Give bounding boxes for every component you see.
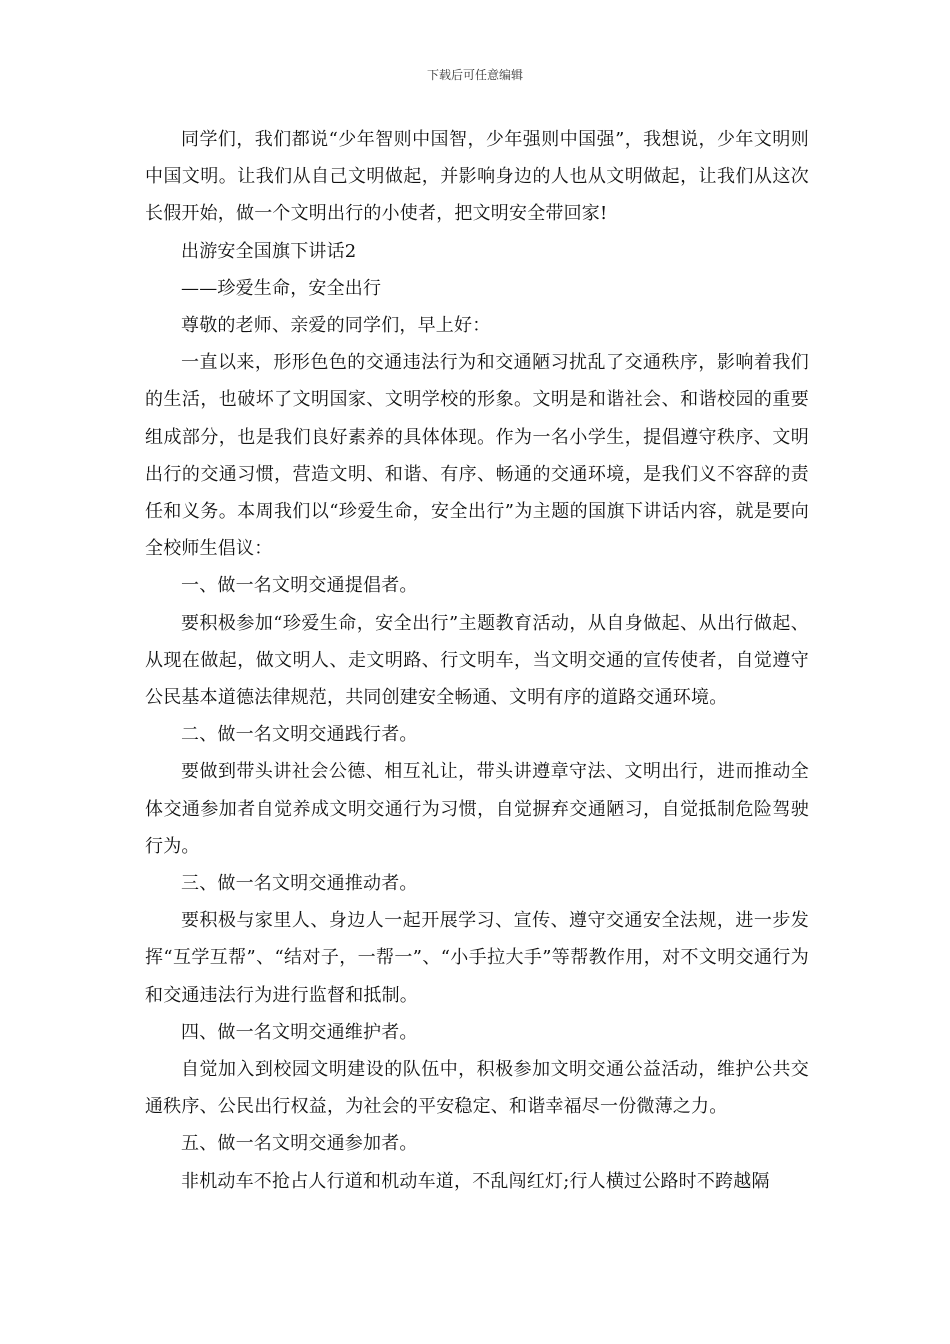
- section-body-4: 自觉加入到校园文明建设的队伍中，积极参加文明交通公益活动，维护公共交通秩序、公民出行权益，为社会的平安稳定、和谐幸福尽一份微薄之力。: [145, 1059, 809, 1118]
- section-heading-5: 五、做一名文明交通参加者。: [181, 1133, 418, 1155]
- section-heading-2: 二、做一名文明交通践行者。: [181, 724, 418, 746]
- speech-title: 出游安全国旗下讲话2: [181, 240, 357, 262]
- section-body-1: 要积极参加“珍爱生命，安全出行”主题教育活动，从自身做起、从出行做起、从现在做起，做文明人、走文明路、行文明车，当文明交通的宣传使者，自觉遵守公民基本道德法律规范，共同创建安全畅通、文明有序的道路交通环境。: [145, 612, 809, 709]
- section-body-5: 非机动车不抢占人行道和机动车道，不乱闯红灯;行人横过公路时不跨越隔: [181, 1170, 770, 1192]
- section-heading-1: 一、做一名文明交通提倡者。: [181, 575, 418, 597]
- greeting: 尊敬的老师、亲爱的同学们，早上好：: [181, 315, 491, 337]
- document-body: [145, 121, 809, 1200]
- section-body-2: 要做到带头讲社会公德、相互礼让，带头讲遵章守法、文明出行，进而推动全体交通参加者自觉养成文明交通行为习惯，自觉摒弃交通陋习，自觉抵制危险驾驶行为。: [145, 761, 809, 857]
- section-body-3: 要积极与家里人、身边人一起开展学习、宣传、遵守交通安全法规，进一步发挥“互学互帮”、“结对子，一帮一”、“小手拉大手”等帮教作用，对不文明交通行为和交通违法行为进行监督和抵制。: [145, 910, 809, 1006]
- speech-subtitle: ——珍爱生命，安全出行: [181, 277, 382, 299]
- paragraph-closing-appeal: 同学们，我们都说“少年智则中国智，少年强则中国强”，我想说，少年文明则中国文明。让我们从自己文明做起，并影响身边的人也从文明做起，让我们从这次长假开始，做一个文明出行的小使者，把文明安全带回家!: [145, 129, 809, 225]
- section-heading-4: 四、做一名文明交通维护者。: [181, 1021, 418, 1043]
- paragraph-introduction: 一直以来，形形色色的交通违法行为和交通陋习扰乱了交通秩序，影响着我们的生活，也破坏了文明国家、文明学校的形象。文明是和谐社会、和谐校园的重要组成部分，也是我们良好素养的具体体现。作为一名小学生，提倡遵守秩序、文明出行的交通习惯，营造文明、和谐、有序、畅通的交通环境，是我们义不容辞的责任和义务。本周我们以“珍爱生命，安全出行”为主题的国旗下讲话内容，就是要向全校师生倡议：: [145, 352, 809, 560]
- section-heading-3: 三、做一名文明交通推动者。: [181, 873, 418, 895]
- page-header-note: 下载后可任意编辑: [426, 68, 523, 82]
